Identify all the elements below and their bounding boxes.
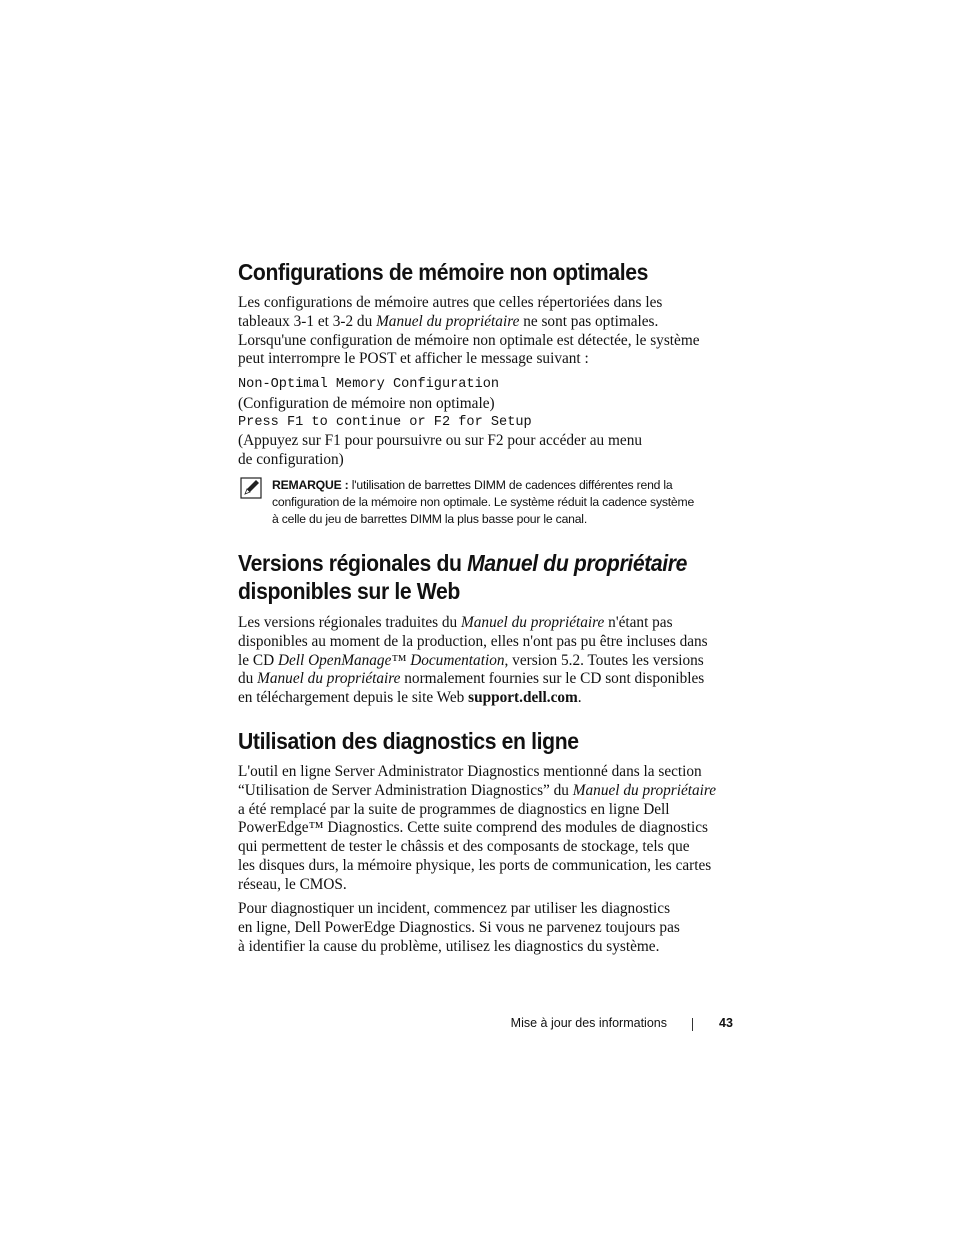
pencil-note-icon bbox=[240, 477, 262, 499]
text-line: réseau, le CMOS. bbox=[238, 875, 347, 893]
text-run: en téléchargement depuis le site Web bbox=[238, 689, 469, 707]
text-run: , version 5.2. Toutes les versions bbox=[504, 651, 704, 669]
manual-title-italic: Manuel du propriétaire bbox=[257, 670, 401, 688]
page-number: 43 bbox=[719, 1016, 733, 1030]
heading-text: Versions régionales du bbox=[238, 550, 468, 576]
paragraph-diagnostics-1 bbox=[238, 763, 738, 895]
paragraph-diagnostics-2 bbox=[238, 900, 738, 956]
text-line: disponibles au moment de la production, elles n'ont pas pu être incluses dans bbox=[238, 632, 708, 650]
text-line: Lorsqu'une configuration de mémoire non optimale est détectée, le système bbox=[238, 331, 700, 349]
text-run: n'étant pas bbox=[604, 614, 673, 631]
footer-divider bbox=[692, 1018, 693, 1031]
code-message-2-translation: de configuration) bbox=[238, 451, 344, 469]
code-message-1-translation: (Configuration de mémoire non optimale) bbox=[238, 394, 495, 412]
footer-chapter-title: Mise à jour des informations bbox=[510, 1016, 667, 1030]
code-message-1: Non-Optimal Memory Configuration bbox=[238, 377, 500, 392]
text-line: à identifier la cause du problème, utilisez les diagnostics du système. bbox=[238, 937, 660, 955]
message-block bbox=[238, 376, 738, 470]
note-line: configuration de la mémoire non optimale. Le système réduit la cadence système bbox=[272, 495, 695, 509]
text-line: a été remplacé par la suite de programmes de diagnostics en ligne Dell bbox=[238, 800, 670, 818]
text-run: du bbox=[238, 670, 258, 688]
text-line: qui permettent de tester le châssis et des composants de stockage, tels que bbox=[238, 838, 690, 856]
text-line: Pour diagnostiquer un incident, commencez par utiliser les diagnostics bbox=[238, 900, 671, 917]
paragraph-regional-versions bbox=[238, 614, 738, 708]
cd-title-italic: Dell OpenManage™ Documentation bbox=[277, 651, 505, 669]
text-line: peut interrompre le POST et afficher le message suivant : bbox=[238, 350, 589, 368]
text-line bbox=[238, 689, 738, 708]
text-line bbox=[238, 670, 738, 689]
heading-italic: Manuel du propriétaire bbox=[467, 550, 688, 576]
text-line: en ligne, Dell PowerEdge Diagnostics. Si vous ne parvenez toujours pas bbox=[238, 918, 680, 936]
manual-title-italic: Manuel du propriétaire bbox=[572, 781, 717, 799]
text-line: L'outil en ligne Server Administrator Diagnostics mentionné dans la section bbox=[238, 763, 702, 780]
text-line bbox=[238, 313, 738, 332]
text-run: le CD bbox=[238, 651, 278, 669]
text-line: les disques durs, la mémoire physique, les ports de communication, les cartes bbox=[238, 856, 712, 874]
note-line: à celle du jeu de barrettes DIMM la plus basse pour le canal. bbox=[272, 512, 588, 526]
note-text: l'utilisation de barrettes DIMM de cadences différentes rend la bbox=[348, 478, 673, 492]
note-label: REMARQUE : bbox=[272, 478, 349, 492]
code-message-2: Press F1 to continue or F2 for Setup bbox=[238, 414, 532, 430]
manual-title-italic: Manuel du propriétaire bbox=[376, 312, 520, 330]
text-line bbox=[238, 652, 738, 671]
text-run: ne sont pas optimales. bbox=[519, 312, 659, 330]
support-website: support.dell.com bbox=[468, 689, 578, 707]
text-run: “Utilisation de Server Administration Diagnostics” du bbox=[238, 781, 573, 799]
note-remarque bbox=[272, 477, 742, 528]
paragraph-memory-intro bbox=[238, 294, 738, 369]
heading-online-diagnostics: Utilisation des diagnostics en ligne bbox=[238, 728, 579, 754]
text-run: . bbox=[577, 689, 582, 707]
heading-regional-versions bbox=[238, 549, 687, 577]
text-line bbox=[238, 614, 738, 633]
text-line: Les configurations de mémoire autres que celles répertoriées dans les bbox=[238, 294, 663, 311]
text-line: PowerEdge™ Diagnostics. Cette suite comprend des modules de diagnostics bbox=[238, 819, 708, 837]
heading-memory-config: Configurations de mémoire non optimales bbox=[238, 259, 649, 285]
text-line bbox=[238, 782, 738, 801]
manual-title-italic: Manuel du propriétaire bbox=[461, 614, 605, 631]
text-run: normalement fournies sur le CD sont disponibles bbox=[400, 670, 705, 688]
heading-regional-versions-line2: disponibles sur le Web bbox=[238, 578, 460, 604]
note-line bbox=[272, 477, 742, 494]
text-run: Les versions régionales traduites du bbox=[238, 614, 462, 631]
text-run: tableaux 3-1 et 3-2 du bbox=[238, 312, 377, 330]
code-message-2-translation: (Appuyez sur F1 pour poursuivre ou sur F2 pour accéder au menu bbox=[238, 432, 642, 450]
